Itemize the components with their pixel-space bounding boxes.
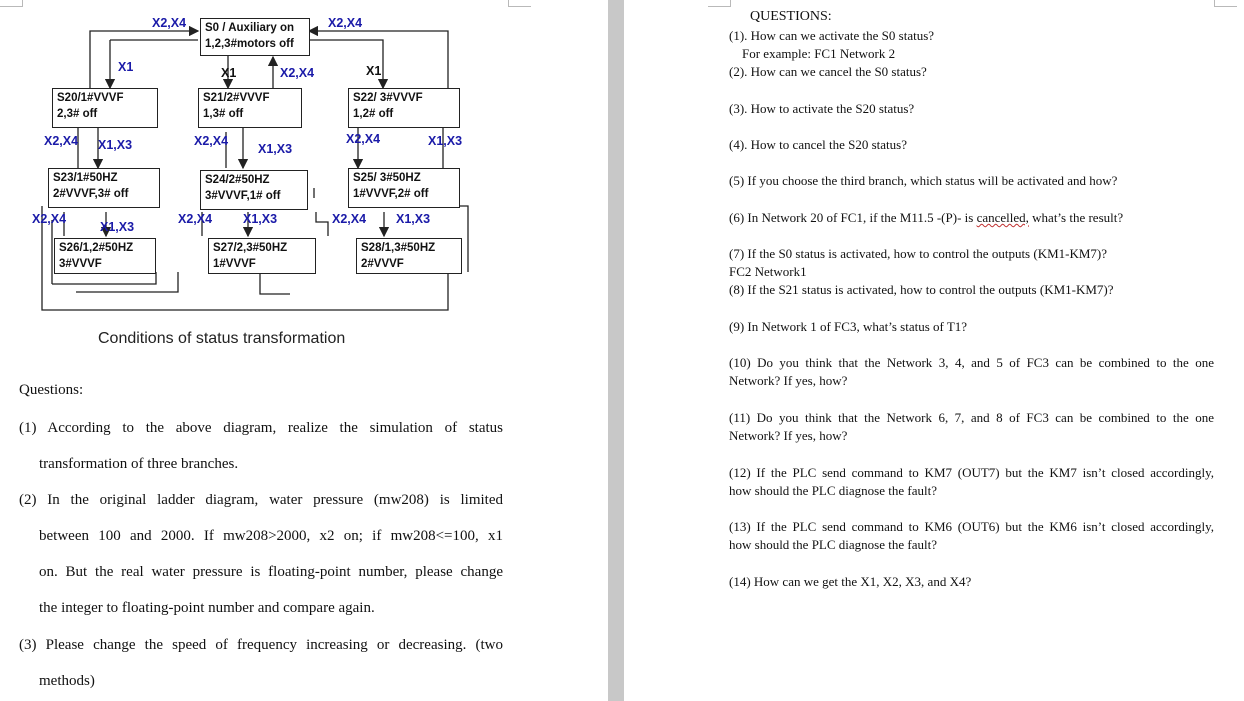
rq11-line2: Network? If yes, how?: [729, 428, 848, 443]
label-x2x4-s24: X2,X4: [194, 134, 229, 148]
status-box-s20: [52, 88, 158, 128]
label-x1x3-s24: X1,X3: [258, 142, 293, 156]
line-s28-s25: [316, 212, 328, 236]
rq13-line2: how should the PLC diagnose the fault?: [729, 537, 937, 552]
rq3-text: (3). How to activate the S20 status?: [729, 101, 915, 116]
s26-line2: 3#VVVF: [59, 258, 102, 270]
right-question-12: [729, 464, 1214, 500]
label-x2x4-s25: X2,X4: [346, 132, 381, 146]
rq7-ref: FC2 Network1: [729, 264, 807, 279]
left-question-1: [19, 410, 503, 482]
label-x1x3-s28: X1,X3: [396, 212, 431, 226]
crop-mark: [0, 0, 23, 7]
s24-line2: 3#VVVF,1# off: [205, 190, 281, 202]
label-x1x3-s27: X1,X3: [243, 212, 278, 226]
rq13-line1: (13) If the PLC send command to KM6 (OUT6) but the KM6 isn’t closed accordingly,: [729, 519, 1214, 534]
status-box-s28: [356, 238, 462, 274]
rq12-line1: (12) If the PLC send command to KM7 (OUT7) but the KM7 isn’t closed accordingly,: [729, 465, 1214, 480]
label-x1x3-s26: X1,X3: [100, 220, 135, 234]
label-x2x4-s26: X2,X4: [32, 212, 67, 226]
diagram-caption: Conditions of status transformation: [98, 330, 346, 347]
s27-line2: 1#VVVF: [213, 258, 256, 270]
status-box-s22: [348, 88, 460, 128]
s20-line2: 2,3# off: [57, 108, 98, 120]
rq11-line1: (11) Do you think that the Network 6, 7, and 8 of FC3 can be combined to the one: [729, 410, 1214, 425]
left-q1-line1: (1) According to the above diagram, realize the simulation of status: [19, 420, 503, 436]
label-x1-s21: X1: [221, 66, 237, 80]
right-question-7: [729, 245, 1214, 299]
rq7-text: (7) If the S0 status is activated, how to control the outputs (KM1-KM7)?: [729, 246, 1108, 261]
label-x2x4-s21: X2,X4: [280, 66, 315, 80]
s25-line1: S25/ 3#50HZ: [353, 172, 421, 184]
s20-line1: S20/1#VVVF: [57, 92, 124, 104]
left-q3-line2: methods): [39, 673, 95, 689]
rq6-post: what’s the result?: [1028, 210, 1124, 225]
rq4-text: (4). How to cancel the S20 status?: [729, 137, 907, 152]
status-box-s24: [200, 170, 308, 210]
s28-line1: S28/1,3#50HZ: [361, 242, 436, 254]
rq6-marked-word: cancelled,: [976, 210, 1029, 225]
line-s27-s28-link: [260, 272, 290, 294]
s21-line2: 1,3# off: [203, 108, 244, 120]
left-q2-line4: the integer to floating-point number and compare again.: [39, 600, 375, 616]
s23-line2: 2#VVVF,3# off: [53, 188, 129, 200]
s26-line1: S26/1,2#50HZ: [59, 242, 134, 254]
rq10-line2: Network? If yes, how?: [729, 373, 848, 388]
label-x1-s22: X1: [366, 64, 382, 78]
rq8-text: (8) If the S21 status is activated, how to control the outputs (KM1-KM7)?: [729, 282, 1114, 297]
rq1-text: (1). How can we activate the S0 status?: [729, 28, 935, 43]
right-question-3: [729, 100, 1214, 118]
crop-mark: [508, 0, 531, 7]
right-question-1: [729, 27, 1214, 81]
page-gutter: [608, 0, 624, 701]
rq6-line: [729, 209, 1214, 227]
rq10-line1: (10) Do you think that the Network 3, 4, and 5 of FC3 can be combined to the one: [729, 355, 1214, 370]
line-s27-bottom: [76, 272, 178, 292]
status-box-s27: [208, 238, 316, 274]
s22-line1: S22/ 3#VVVF: [353, 92, 423, 104]
crop-mark: [1214, 0, 1237, 7]
status-box-s21: [198, 88, 302, 128]
label-x2x4-s23: X2,X4: [44, 134, 79, 148]
label-x2x4-top-left: X2,X4: [152, 16, 187, 30]
label-x1x3-s25: X1,X3: [428, 134, 463, 148]
right-question-4: [729, 136, 1214, 154]
status-box-s25: [348, 168, 460, 208]
label-x1x3-s23: X1,X3: [98, 138, 133, 152]
right-question-5: [729, 172, 1214, 190]
left-question-3: [19, 627, 503, 699]
right-question-9: [729, 318, 1214, 336]
left-q3-line1: (3) Please change the speed of frequency increasing or decreasing. (two: [19, 637, 503, 653]
s27-line1: S27/2,3#50HZ: [213, 242, 288, 254]
left-questions-title: Questions:: [19, 382, 84, 398]
left-q2-line3: on. But the real water pressure is floating-point number, please change: [39, 564, 503, 580]
s28-line2: 2#VVVF: [361, 258, 404, 270]
status-box-s26: [54, 238, 156, 274]
rq2-text: (2). How can we cancel the S0 status?: [729, 64, 927, 79]
rq5-text: (5) If you choose the third branch, which status will be activated and how?: [729, 173, 1118, 188]
crop-mark: [708, 0, 731, 7]
left-q1-line2: transformation of three branches.: [39, 456, 239, 472]
s21-line1: S21/2#VVVF: [203, 92, 270, 104]
rq12-line2: how should the PLC diagnose the fault?: [729, 483, 937, 498]
label-x2x4-s28: X2,X4: [332, 212, 367, 226]
status-transformation-diagram: [28, 10, 478, 328]
status-box-s23: [48, 168, 160, 208]
s0-line2: 1,2,3#motors off: [205, 38, 294, 50]
status-box-s0: [200, 18, 310, 56]
left-q2-line1: (2) In the original ladder diagram, water pressure (mw208) is limited: [19, 492, 503, 508]
rq6-pre: (6) In Network 20 of FC1, if the M11.5 -(P)- is: [729, 210, 977, 225]
label-x2x4-top-right: X2,X4: [328, 16, 363, 30]
label-x2x4-s27: X2,X4: [178, 212, 213, 226]
s25-line2: 1#VVVF,2# off: [353, 188, 429, 200]
left-q2-line2: between 100 and 2000. If mw208>2000, x2 on; if mw208<=100, x1: [39, 528, 503, 544]
right-question-13: [729, 518, 1214, 554]
s0-line1: S0 / Auxiliary on: [205, 22, 295, 34]
left-question-2: [19, 482, 503, 626]
right-question-11: [729, 409, 1214, 445]
right-questions-title: QUESTIONS:: [750, 9, 832, 24]
right-question-14: [729, 573, 1214, 591]
rq1-example: For example: FC1 Network 2: [742, 46, 896, 61]
right-question-10: [729, 354, 1214, 390]
s22-line2: 1,2# off: [353, 108, 394, 120]
s23-line1: S23/1#50HZ: [53, 172, 118, 184]
rq14-text: (14) How can we get the X1, X2, X3, and X4?: [729, 574, 972, 589]
rq9-text: (9) In Network 1 of FC3, what’s status of T1?: [729, 319, 968, 334]
s24-line1: S24/2#50HZ: [205, 174, 270, 186]
label-x1-s20: X1: [118, 60, 134, 74]
right-question-6: [729, 209, 1214, 227]
